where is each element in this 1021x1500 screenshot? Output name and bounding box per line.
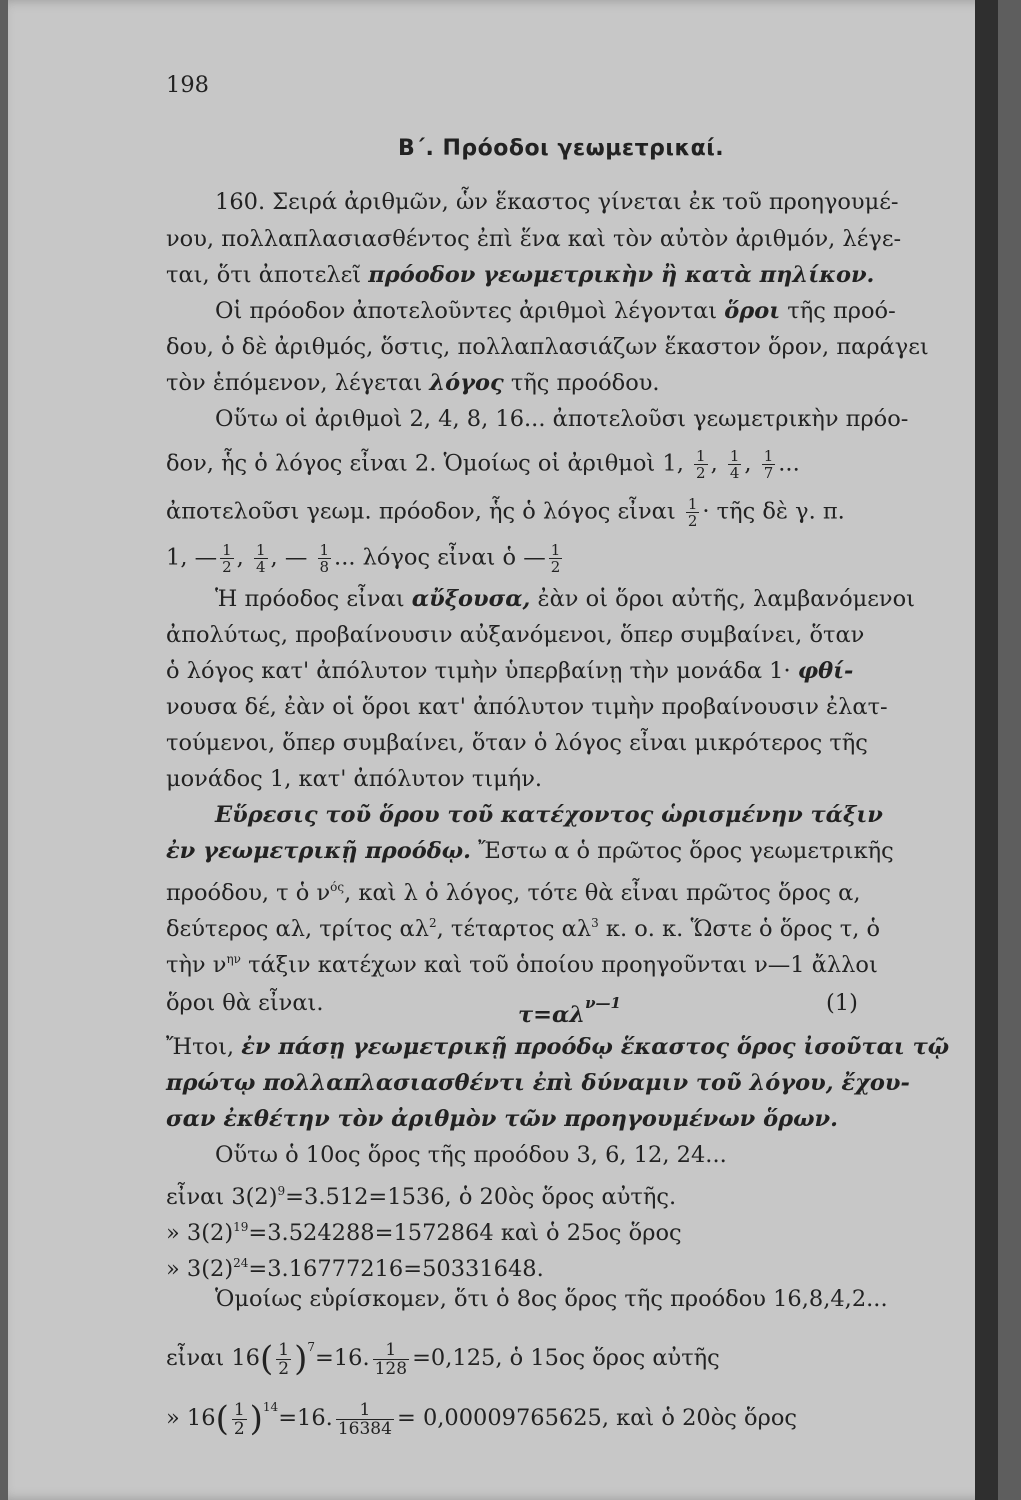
text-line: ἀποτελοῦσι γεωμ. πρόοδον, ἧς ὁ λόγος εἶναι $\frac{1}{2}$ · τῆς δὲ γ. π. [166,495,845,530]
text-line: μονάδος 1, κατ' ἀπόλυτον τιμήν. [166,766,543,792]
fraction: $\frac{1}{2}$ [233,1399,245,1439]
text-line: Ὁμοίως εὑρίσκομεν, ὅτι ὁ 8ος ὅρος τῆς προόδου 16,8,4,2... [215,1286,888,1312]
text-line: » $3(2)^{19}=3.524288=1572864$ καὶ ὁ 25ος ὅρος [166,1220,682,1246]
text-line: τούμενοι, ὅπερ συμβαίνει, ὅταν ὁ λόγος εἶναι μικρότερος τῆς [166,730,868,756]
fraction: $\frac{1}{2}$ [278,1339,290,1379]
fraction: $\frac{1}{16384}$ [337,1399,392,1439]
text-line: τὸν ἑπόμενον, λέγεται λόγος τῆς προόδου. [166,370,660,396]
term-geometric-progression: πρόοδον γεωμετρικὴν ἢ κατὰ πηλίκον. [368,262,875,288]
text-line: Οὕτω οἱ ἀριθμοὶ 2, 4, 8, 16... ἀποτελοῦσι γεωμετρικὴν πρόο- [215,406,909,432]
text-line: τὴν $\nu^{\eta\nu}$ τάξιν κατέχων καὶ τοῦ ὁποίου προηγοῦνται ν—1 ἄλλοι [166,952,878,978]
fraction: $\frac{1}{128}$ [374,1339,408,1379]
formula-number: (1) [826,990,858,1016]
fraction: $\frac{1}{4}$ [729,447,740,482]
text-line: δου, ὁ δὲ ἀριθμός, ὅστις, πολλαπλασιάζων ἕκαστον ὅρον, παράγει [166,334,929,360]
text-line: σαν ἐκθέτην τὸν ἀριθμὸν τῶν προηγουμένων ὅρων. [166,1106,838,1132]
page-number: 198 [166,72,209,98]
text-line: 160. Σειρά ἀριθμῶν, ὧν ἕκαστος γίνεται ἐκ τοῦ προηγουμέ- [215,189,899,215]
fraction: $\frac{1}{2}$ [550,541,561,576]
formula: $\tau=\alpha\lambda^{\nu—1}$ [518,994,621,1028]
text-line: Ἡ πρόοδος εἶναι αὔξουσα, ἐὰν οἱ ὅροι αὐτῆς, λαμβανόμενοι [215,586,915,612]
text-line: προόδου, τ ὁ $\nu^{ό\varsigma}$, καὶ λ ὁ λόγος, τότε θὰ εἶναι πρῶτος ὅρος α, [166,880,861,906]
text-line: δεύτερος αλ, τρίτος $\alpha\lambda^2$, τέταρτος $\alpha\lambda^3$ κ. ο. κ. Ὥστε ὁ ὅρος τ, ὁ [166,916,881,942]
fraction: $\frac{1}{7}$ [763,447,774,482]
text-line: ὁ λόγος κατ' ἀπόλυτον τιμὴν ὑπερβαίνῃ τὴν μονάδα 1· φθί- [166,658,854,684]
text-line: ἀπολύτως, προβαίνουσιν αὐξανόμενοι, ὅπερ συμβαίνει, ὅταν [166,622,865,648]
text-line: » 16( $\frac{1}{2}$ )$^{14}$=16. $\frac{1}{16384}$ = 0,00009765625, καὶ ὁ 20ὸς ὅρος [166,1399,797,1439]
text-line: νου, πολλαπλασιασθέντος ἐπὶ ἕνα καὶ τὸν αὐτὸν ἀριθμόν, λέγε- [166,226,902,252]
text-line: ται, ὅτι ἀποτελεῖ πρόοδον γεωμετρικὴν ἢ κατὰ πηλίκον. [166,262,875,288]
text-line: Οὕτω ὁ 10ος ὅρος τῆς προόδου 3, 6, 12, 24... [215,1142,727,1168]
fraction: $\frac{1}{4}$ [255,541,266,576]
text-line: δον, ἧς ὁ λόγος εἶναι 2. Ὁμοίως οἱ ἀριθμοὶ 1, $\frac{1}{2}$ , $\frac{1}{4}$ , $\frac{1}{7}$ ... [166,447,800,482]
text-line: νουσα δέ, ἐὰν οἱ ὅροι κατ' ἀπόλυτον τιμὴν προβαίνουσιν ἐλατ- [166,694,888,720]
subsection-heading: Εὕρεσις τοῦ ὅρου τοῦ κατέχοντος ὡρισμένην τάξιν [215,802,883,828]
text-line: 1, — $\frac{1}{2}$ , $\frac{1}{4}$ , — $\frac{1}{8}$ ... λόγος εἶναι ὁ — $\frac{1}{2}$ [166,541,561,576]
book-page [8,0,998,1500]
text-line: ὅροι θὰ εἶναι. [166,990,324,1016]
text-line: εἶναι 16( $\frac{1}{2}$ )$^7$=16. $\frac{1}{128}$ =0,125, ὁ 15ος ὅρος αὐτῆς [166,1339,720,1379]
text-line: Ἤτοι, ἐν πάσῃ γεωμετρικῇ προόδῳ ἕκαστος ὅρος ἰσοῦται τῷ [166,1034,950,1060]
fraction: $\frac{1}{8}$ [319,541,330,576]
text-line: Οἱ πρόοδον ἀποτελοῦντες ἀριθμοὶ λέγονται ὅροι τῆς προό- [215,298,896,324]
fraction: $\frac{1}{2}$ [696,447,706,482]
text-line: » $3(2)^{24}=3.16777216=50331648$. [166,1256,544,1282]
text-line: ἐν γεωμετρικῇ προόδῳ. Ἔστω α ὁ πρῶτος ὅρος γεωμετρικῆς [166,838,894,864]
page-edge-shadow [975,0,998,1500]
text-line: εἶναι $3(2)^9=3.512=1536$, ὁ 20ὸς ὅρος αὐτῆς. [166,1184,677,1210]
fraction: $\frac{1}{2}$ [222,541,232,576]
section-title: B΄. Πρόοδοι γεωμετρικαί. [398,136,725,161]
fraction: $\frac{1}{2}$ [687,495,698,530]
text-line: πρώτῳ πολλαπλασιασθέντι ἐπὶ δύναμιν τοῦ λόγου, ἔχου- [166,1070,910,1096]
